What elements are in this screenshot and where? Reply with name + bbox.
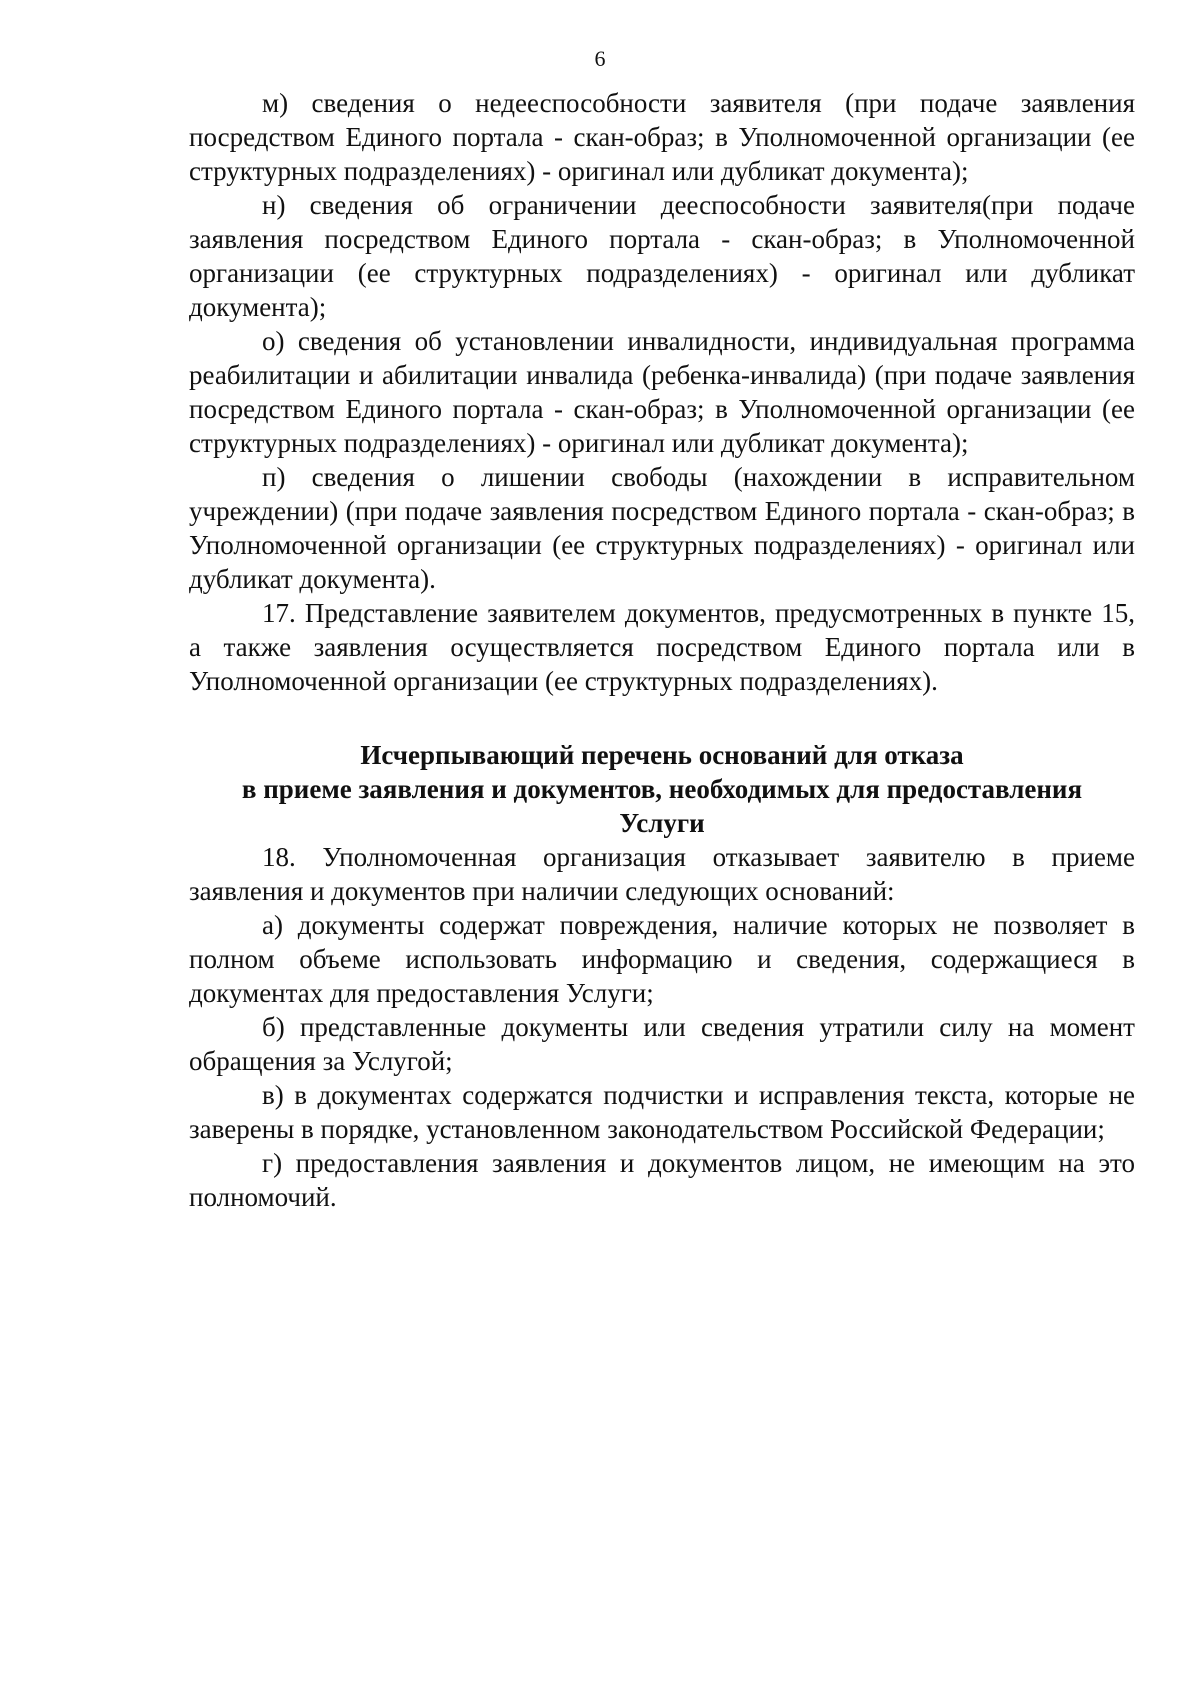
paragraph-n: н) сведения об ограничении дееспособности заявителя(при подаче заявления посредством Единого портала - скан-образ; в Уполномоченной организации (ее структурных подразделениях) - оригинал или дубликат документа);	[189, 190, 1135, 322]
section-heading-line-2: в приеме заявления и документов, необходимых для предоставления	[241, 774, 1083, 804]
paragraph-a: а) документы содержат повреждения, наличие которых не позволяет в полном объеме использовать информацию и сведения, содержащиеся в документах для предоставления Услуги;	[189, 910, 1135, 1008]
paragraph-p: п) сведения о лишении свободы (нахождении в исправительном учреждении) (при подаче заявления посредством Единого портала - скан-образ; в Уполномоченной организации (ее структурных подразделениях) - оригинал или дубликат документа).	[189, 462, 1135, 594]
paragraph-18: 18. Уполномоченная организация отказывает заявителю в приеме заявления и документов при наличии следующих оснований:	[189, 842, 1135, 906]
paragraph-g: г) предоставления заявления и документов лицом, не имеющим на это полномочий.	[189, 1148, 1135, 1212]
section-heading-line-3: Услуги	[619, 808, 705, 838]
page-number: 6	[594, 46, 606, 71]
paragraph-o: о) сведения об установлении инвалидности, индивидуальная программа реабилитации и абилитации инвалида (ребенка-инвалида) (при подаче заявления посредством Единого портала - скан-образ; в Уполномоченной организации (ее структурных подразделениях) - оригинал или дубликат документа);	[189, 326, 1135, 458]
paragraph-m: м) сведения о недееспособности заявителя (при подаче заявления посредством Единого портала - скан-образ; в Уполномоченной организации (ее структурных подразделениях) - оригинал или дубликат документа);	[189, 88, 1135, 186]
section-heading-line-1: Исчерпывающий перечень оснований для отказа	[360, 740, 964, 770]
paragraph-b: б) представленные документы или сведения утратили силу на момент обращения за Услугой;	[189, 1012, 1135, 1076]
document-body	[189, 86, 1135, 1214]
paragraph-v: в) в документах содержатся подчистки и исправления текста, которые не заверены в порядке, установленном законодательством Российской Федерации;	[189, 1080, 1135, 1144]
paragraph-17: 17. Представление заявителем документов, предусмотренных в пункте 15, а также заявления осуществляется посредством Единого портала или в Уполномоченной организации (ее структурных подразделениях).	[189, 598, 1135, 696]
section-heading	[189, 738, 1135, 840]
